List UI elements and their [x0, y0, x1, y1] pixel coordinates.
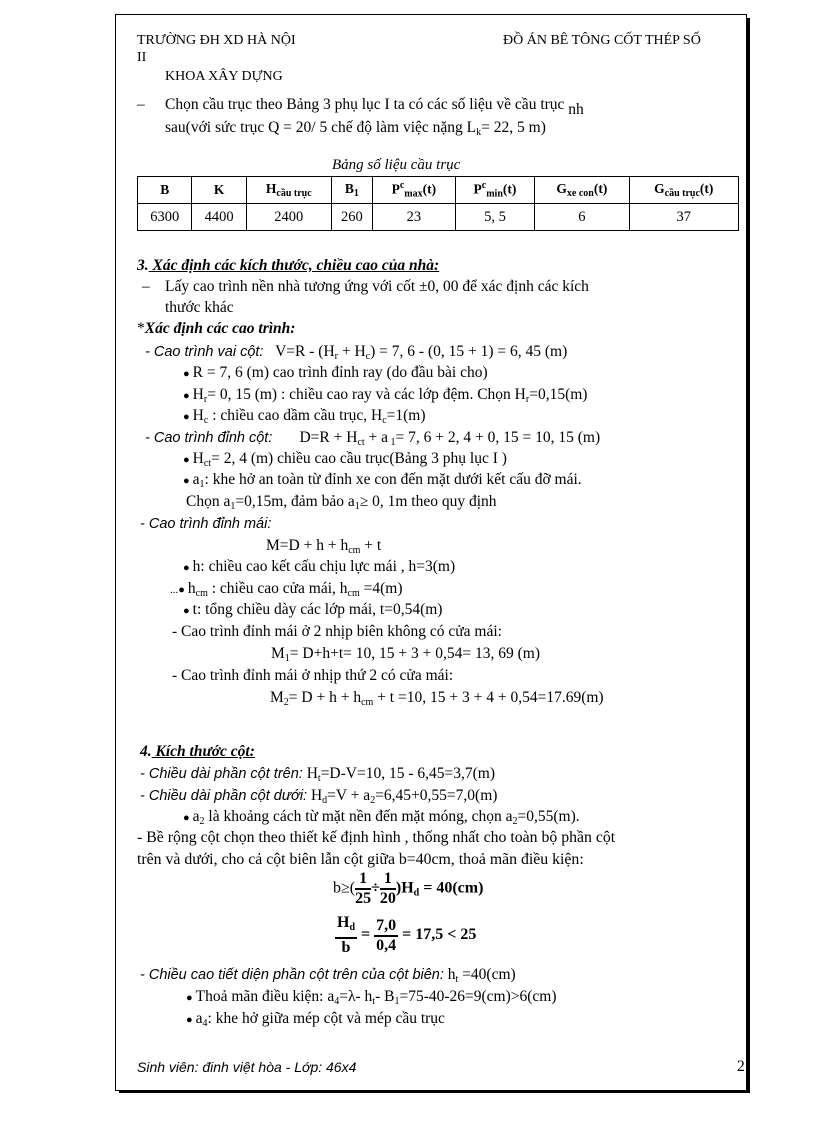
bullet-a1: ● $a_1$: khe hở an toàn từ đỉnh xe con đến mặt dưới kết cấu đỡ mái.: [183, 471, 582, 490]
intro-dash: –: [137, 96, 145, 113]
cot-tren-line: - Chiều dài phần cột trên: $H_t=D-V=10$, 15 - 6,45=3,7(m): [140, 765, 496, 784]
bullet-R: ● R = 7, 6 (m) cao trình đỉnh ray (do đầu bài cho): [183, 364, 488, 381]
mai-formula: $M=D + h + h_{cm} + t$: [266, 537, 382, 556]
m2-label: - Cao trình đỉnh mái ở nhịp thứ 2 có cửa mái:: [172, 667, 454, 684]
bullet-Hct: ● $H_{ct}= 2$, 4 (m) chiều cao cầu trục(Bảng 3 phụ lục I ): [183, 450, 507, 469]
table-value-cell: 37: [629, 204, 738, 231]
width-condition-formula: b≥( $\frac{1}{25}$ ÷ $\frac{1}{20}$ )$H_d = 40(cm)$: [333, 870, 484, 907]
s3-dash: –: [142, 278, 150, 295]
section4-heading: 4. Kích thước cột:: [140, 743, 255, 760]
page-number: 2: [737, 1058, 745, 1075]
bullet-hcm: ...● $h_{cm}$ : chiều cao cửa mái, $h_{cm} =4(m)$: [170, 580, 403, 599]
cao-tiet-dien-line: - Chiều cao tiết diện phần cột trên của cột biên: $h_t =40(cm)$: [140, 966, 516, 985]
table-value-cell: 260: [331, 204, 372, 231]
table-value-cell: 4400: [192, 204, 246, 231]
section3-heading: 3. Xác định các kích thước, chiều cao của nhà:: [137, 257, 440, 274]
m2-formula: $M_2= D + h + h_{cm} + t =10$, 15 + 3 + 4 + 0,54=17.69(m): [270, 689, 604, 708]
be-rong-line2: trên và dưới, cho cả cột biên lẫn cột giữa b=40cm, thoả mãn điều kiện:: [137, 851, 584, 868]
table-caption: Bảng số liệu cầu trục: [332, 157, 461, 173]
table-header-cell: $G_{cầu trục}(t)$: [629, 177, 738, 204]
bullet-Hc: ● $H_c$ : chiều cao dầm cầu trục, $H_c=1(m)$: [183, 407, 426, 426]
crane-spec-table: [137, 176, 739, 231]
table-value-cell: 5, 5: [455, 204, 535, 231]
be-rong-line1: - Bề rộng cột chọn theo thiết kế định hình , thống nhất cho toàn bộ phần cột: [137, 829, 616, 846]
table-value-cell: 23: [373, 204, 456, 231]
header-school: TRƯỜNG ĐH XD HÀ NỘI: [137, 33, 296, 48]
bullet-t: ● t: tổng chiều dày các lớp mái, t=0,54(m): [183, 601, 443, 618]
table-header-cell: $B_1$: [331, 177, 372, 204]
bullet-a2: ● $a_2$ là khoảng cách từ mặt nền đến mặt móng, chọn $a_2=0,55(m)$.: [183, 808, 580, 827]
header-project: ĐỒ ÁN BÊ TÔNG CỐT THÉP SỐ: [503, 33, 701, 48]
cot-duoi-line: - Chiều dài phần cột dưới: $H_d=V + a_2=6,45+0,55=7,0(m)$: [140, 787, 498, 806]
table-value-row: [138, 204, 739, 231]
intro-line1: Chọn cầu trục theo Bảng 3 phụ lục I ta có các số liệu về cầu trục nh: [165, 96, 584, 118]
table-header-cell: $H_{cầu trục}$: [246, 177, 331, 204]
table-header-cell: B: [138, 177, 192, 204]
s3-para-line2: thước khác: [165, 299, 234, 316]
intro-line2: sau(với sức trục Q = 20/ 5 chế độ làm việc nặng $L_k= 22$, 5 m): [165, 119, 546, 138]
table-header-cell: K: [192, 177, 246, 204]
vai-cot-line: - Cao trình vai cột: $V=R - (H_r + H_c) = 7$, 6 - (0, 15 + 1) = 6, 45 (m): [145, 343, 568, 362]
bullet-h: ● h: chiều cao kết cấu chịu lực mái , h=3(m): [183, 558, 456, 575]
table-header-cell: $P^c_{max}(t)$: [373, 177, 456, 204]
bullet-Hr: ● $H_r= 0$, 15 (m) : chiều cao ray và các lớp đệm. Chọn $H_r=0,15(m)$: [183, 386, 588, 405]
bullet-a4-condition: ● Thoả mãn điều kiện: $a_4=\lambda-$ $h_t-$ $B_1=75-40-26=9(cm)>6(cm)$: [186, 988, 557, 1007]
table-value-cell: 6: [535, 204, 629, 231]
page-shadow-bottom: [119, 1090, 750, 1093]
table-header-cell: $G_{xe con}(t)$: [535, 177, 629, 204]
header-dept: KHOA XÂY DỰNG: [165, 69, 283, 84]
table-header-row: [138, 177, 739, 204]
table-value-cell: 2400: [246, 204, 331, 231]
table-header-cell: $P^c_{min}(t)$: [455, 177, 535, 204]
header-roman: II: [137, 50, 147, 65]
m1-label: - Cao trình đỉnh mái ở 2 nhịp biên không có cửa mái:: [172, 623, 502, 640]
ratio-formula: $\frac{H_d}{b}$ = $\frac{7,0}{0,4}$ = 17,5 < 25: [337, 914, 477, 956]
footer-student: Sinh viên: đinh việt hòa - Lớp: 46x4: [137, 1059, 357, 1075]
table-value-cell: 6300: [138, 204, 192, 231]
bullet-a4: ● $a_4$: khe hở giữa mép cột và mép cầu trục: [186, 1010, 445, 1029]
dinh-mai-label: - Cao trình đỉnh mái:: [140, 516, 272, 532]
dinh-cot-line: - Cao trình đỉnh cột: $D=R + H_{ct} + a$ $_1$= 7, 6 + 2, 4 + 0, 15 = 10, 15 (m): [145, 429, 601, 448]
page-shadow-right: [747, 18, 750, 1092]
a1-choice: Chọn $a_1=0,15m$, đảm bảo $a_1\ge 0$, 1m theo quy định: [186, 493, 497, 512]
s3-subheading: *Xác định các cao trình:: [137, 320, 296, 337]
s3-para-line1: Lấy cao trình nền nhà tương ứng với cốt ±0, 00 để xác định các kích: [165, 278, 589, 295]
m1-formula: $M_1= D+h+t= 10$, 15 + 3 + 0,54= 13, 69 (m): [271, 645, 540, 664]
